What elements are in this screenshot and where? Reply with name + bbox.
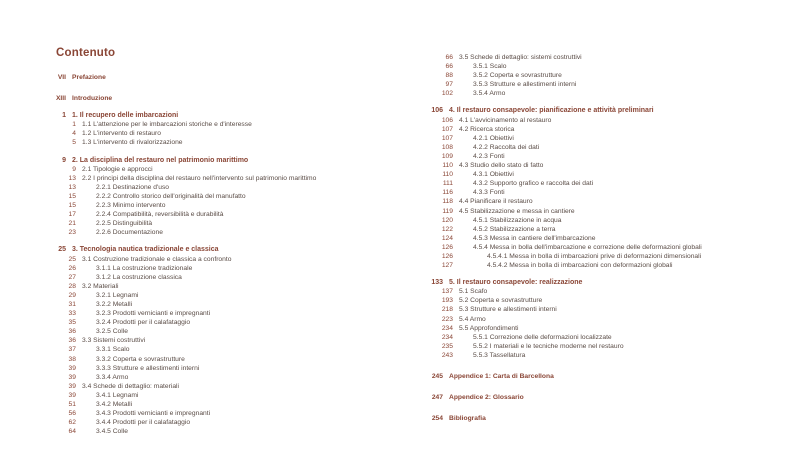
- toc-page-number: 1: [62, 112, 66, 120]
- toc-entry: [40, 355, 412, 364]
- toc-page-number: 27: [68, 273, 76, 281]
- toc-entry: [40, 183, 412, 192]
- toc-entry: [40, 364, 412, 373]
- toc-entry: [40, 138, 412, 147]
- toc-entry-label: 3.2.3 Prodotti vernicianti e impregnanti: [96, 310, 211, 318]
- toc-entry-label: 1.3 L'intervento di rivalorizzazione: [82, 139, 183, 147]
- toc-entry: [417, 161, 789, 170]
- toc-page-number: 64: [68, 428, 76, 436]
- toc-entry: [417, 62, 789, 71]
- toc-entry: [417, 125, 789, 134]
- toc-page-number: 234: [441, 324, 453, 332]
- toc-entry-label: 3.4.4 Prodotti per il calafataggio: [96, 419, 191, 427]
- toc-page-number: 9: [62, 156, 66, 164]
- toc-entry: [417, 106, 789, 115]
- toc-page-number: 218: [441, 306, 453, 314]
- toc-entry-label: 3.3.4 Armo: [96, 373, 129, 381]
- toc-entry-label: 5.1 Scafo: [459, 288, 488, 296]
- toc-entry-label: 4.5.4.1 Messa in bolla di imbarcazioni prive di deformazioni dimensionali: [487, 252, 702, 260]
- toc-entry-label: 3.1.2 La costruzione classica: [96, 273, 182, 281]
- toc-entry: [40, 165, 412, 174]
- toc-page-number: 39: [68, 382, 76, 390]
- toc-entry: [417, 179, 789, 188]
- toc-entry: [417, 351, 789, 360]
- toc-entry-label: 3.5.1 Scalo: [473, 63, 507, 71]
- toc-page-number: 120: [441, 216, 453, 224]
- toc-page-number: 36: [68, 337, 76, 345]
- toc-entry: [417, 333, 789, 342]
- toc-entry: [40, 291, 412, 300]
- toc-entry: [40, 111, 412, 120]
- toc-page-number: 234: [441, 333, 453, 341]
- toc-entry-label: 4.5.2 Stabilizzazione a terra: [473, 225, 556, 233]
- toc-entry-label: Appendice 2: Glossario: [449, 394, 524, 402]
- toc-page-number: 37: [68, 346, 76, 354]
- toc-page-number: 66: [445, 63, 453, 71]
- toc-page-number: 29: [68, 291, 76, 299]
- toc-entry: [417, 414, 789, 423]
- toc-entry-label: 4.2.2 Raccolta dei dati: [473, 143, 540, 151]
- toc-entry-label: 1. Il recupero delle imbarcazioni: [72, 112, 179, 120]
- toc-entry-label: 5. Il restauro consapevole: realizzazione: [449, 279, 583, 287]
- toc-page-number: 35: [68, 319, 76, 327]
- toc-entry-label: 4.4 Pianificare il restauro: [459, 198, 533, 206]
- toc-page-number: 25: [58, 246, 66, 254]
- toc-entry: [40, 94, 412, 103]
- toc-entry: [40, 391, 412, 400]
- toc-page-number: 102: [441, 90, 453, 98]
- toc-entry-label: 3.4.1 Legnami: [96, 391, 139, 399]
- toc-entry: [417, 116, 789, 125]
- toc-entry: [417, 152, 789, 161]
- toc-entry-label: 3.2 Materiali: [82, 282, 119, 290]
- toc-entry: [40, 382, 412, 391]
- toc-page-number: 106: [431, 107, 443, 115]
- toc-entry: [40, 336, 412, 345]
- toc-entry: [40, 228, 412, 237]
- toc-entry-label: 4.3.3 Fonti: [473, 189, 505, 197]
- toc-entry-label: Introduzione: [72, 95, 113, 103]
- toc-page-number: 111: [442, 180, 453, 188]
- toc-entry: [40, 245, 412, 254]
- toc-page-number: 66: [445, 54, 453, 61]
- toc-entry-label: 1.1 L'attenzione per le imbarcazioni storiche e d'interesse: [82, 121, 252, 129]
- toc-entry-label: 4.3.1 Obiettivi: [473, 171, 514, 179]
- toc-entry-label: 2.1 Tipologie e approcci: [82, 165, 153, 173]
- toc-page-number: 133: [431, 279, 443, 287]
- toc-entry: [40, 120, 412, 129]
- toc-entry: [417, 278, 789, 287]
- toc-entry: [417, 80, 789, 89]
- toc-entry-label: 4.2 Ricerca storica: [459, 125, 515, 133]
- toc-page-number: 223: [441, 315, 453, 323]
- toc-entry-label: 2.2 I principi della disciplina del restauro nell'intervento sul patrimonio marittimo: [82, 174, 317, 182]
- toc-page-number: 193: [441, 297, 453, 305]
- toc-page-number: 23: [68, 229, 76, 237]
- toc-column-right: [417, 53, 789, 423]
- toc-entry: [40, 255, 412, 264]
- toc-entry-label: 5.3 Strutture e allestimenti interni: [459, 306, 557, 314]
- toc-entry: [40, 192, 412, 201]
- toc-entry: [417, 296, 789, 305]
- toc-page-number: 88: [445, 72, 453, 80]
- toc-page-number: 122: [441, 225, 453, 233]
- toc-page-number: 126: [441, 243, 453, 251]
- toc-entry-label: 1.2 L'intervento di restauro: [82, 130, 161, 138]
- toc-page-number: 108: [441, 143, 453, 151]
- toc-entry: [40, 282, 412, 291]
- toc-entry-label: 2.2.2 Controllo storico dell'originalità del manufatto: [96, 192, 246, 200]
- toc-entry: [40, 73, 412, 82]
- toc-entry-label: 4.3.2 Supporto grafico e raccolta dei dati: [473, 180, 594, 188]
- toc-page-number: 15: [68, 192, 76, 200]
- toc-page-number: 39: [68, 364, 76, 372]
- toc-page-number: 13: [68, 174, 76, 182]
- toc-page-number: 245: [431, 373, 443, 380]
- toc-entry-label: 4.5.3 Messa in cantiere dell'imbarcazione: [473, 234, 596, 242]
- toc-entry-label: 4.5.1 Stabilizzazione in acqua: [473, 216, 562, 224]
- toc-page-number: 243: [441, 351, 453, 359]
- toc-page-number: 137: [441, 288, 453, 296]
- toc-entry: [417, 225, 789, 234]
- toc-entry: [40, 201, 412, 210]
- toc-entry: [40, 409, 412, 418]
- toc-entry-label: 5.5.2 I materiali e le tecniche moderne nel restauro: [473, 342, 624, 350]
- toc-entry: [40, 373, 412, 382]
- toc-entry-label: 3.5 Schede di dettaglio: sistemi costruttivi: [459, 54, 582, 61]
- toc-entry: [40, 129, 412, 138]
- toc-entry: [417, 252, 789, 261]
- toc-page-number: 17: [68, 211, 76, 219]
- toc-page-number: 26: [68, 264, 76, 272]
- toc-entry-label: 3.4.3 Prodotti vernicianti e impregnanti: [96, 410, 211, 418]
- toc-entry: [417, 89, 789, 98]
- toc-page-number: 5: [72, 139, 76, 147]
- toc-entry: [417, 305, 789, 314]
- toc-page-number: 107: [441, 125, 453, 133]
- toc-entry-label: 4.2.1 Obiettivi: [473, 134, 514, 142]
- toc-page-number: 118: [442, 198, 453, 206]
- toc-entry: [40, 400, 412, 409]
- toc-entry: [40, 264, 412, 273]
- toc-entry: [417, 261, 789, 270]
- toc-entry: [417, 315, 789, 324]
- toc-page-number: 62: [68, 419, 76, 427]
- toc-page-number: 97: [445, 81, 453, 89]
- toc-entry-label: 4.1 L'avvicinamento al restauro: [459, 116, 552, 124]
- toc-entry-label: 3.3.2 Coperta e sovrastrutture: [96, 355, 185, 363]
- page-title: Contenuto: [56, 47, 116, 59]
- toc-page-number: 51: [68, 401, 76, 408]
- toc-entry: [417, 53, 789, 62]
- toc-entry: [417, 216, 789, 225]
- toc-page-number: 235: [441, 342, 453, 350]
- toc-entry-label: 2.2.3 Minimo intervento: [96, 202, 166, 210]
- toc-entry: [417, 234, 789, 243]
- toc-entry: [417, 324, 789, 333]
- toc-entry-label: 3.2.5 Colle: [96, 328, 128, 336]
- toc-entry-label: 5.5 Approfondimenti: [459, 324, 519, 332]
- toc-entry-label: 4.2.3 Fonti: [473, 152, 505, 160]
- toc-entry: [417, 243, 789, 252]
- toc-entry: [417, 287, 789, 296]
- toc-entry-label: 3.5.3 Strutture e allestimenti interni: [473, 81, 577, 89]
- toc-entry-label: 5.5.3 Tassellatura: [473, 351, 526, 359]
- toc-entry: [40, 345, 412, 354]
- toc-entry-label: 5.4 Armo: [459, 315, 486, 323]
- toc-entry: [40, 309, 412, 318]
- toc-entry-label: 2.2.4 Compatibilità, reversibilità e durabilità: [96, 211, 224, 219]
- toc-page-number: 36: [68, 328, 76, 336]
- toc-page-number: 247: [431, 394, 443, 402]
- toc-entry: [417, 71, 789, 80]
- toc-page-number: 106: [441, 116, 453, 124]
- toc-entry: [40, 273, 412, 282]
- toc-entry-label: 3.1 Costruzione tradizionale e classica a confronto: [82, 255, 232, 263]
- toc-entry-label: 4.5 Stabilizzazione e messa in cantiere: [459, 207, 575, 215]
- toc-entry-label: 2.2.6 Documentazione: [96, 229, 163, 237]
- toc-page-number: 116: [442, 189, 453, 197]
- toc-entry-label: 5.2 Coperta e sovrastrutture: [459, 297, 543, 305]
- toc-entry-label: 3.4 Schede di dettaglio: materiali: [82, 382, 180, 390]
- toc-entry: [40, 300, 412, 309]
- toc-entry: [417, 188, 789, 197]
- toc-entry-label: 2.2.5 Distinguibilità: [96, 220, 153, 228]
- toc-entry-label: 3.5.2 Coperta e sovrastrutture: [473, 72, 562, 80]
- toc-page-number: 28: [68, 282, 76, 290]
- toc-entry: [417, 207, 789, 216]
- toc-entry: [417, 134, 789, 143]
- toc-entry-label: 4.5.4.2 Messa in bolla di imbarcazioni con deformazioni globali: [487, 262, 673, 270]
- toc-entry: [40, 318, 412, 327]
- toc-entry: [40, 418, 412, 427]
- toc-page-number: 56: [68, 410, 76, 418]
- toc-page-number: 25: [68, 255, 76, 263]
- toc-entry: [417, 372, 789, 381]
- toc-entry: [417, 197, 789, 206]
- toc-page-number: 4: [72, 130, 76, 138]
- toc-entry-label: Appendice 1: Carta di Barcellona: [449, 373, 554, 380]
- toc-entry: [40, 156, 412, 165]
- toc-page-number: 254: [431, 415, 443, 423]
- toc-entry-label: 3.4.2 Metalli: [96, 401, 133, 408]
- toc-entry-label: Bibliografia: [449, 415, 486, 423]
- toc-entry: [417, 170, 789, 179]
- toc-entry: [417, 342, 789, 351]
- toc-page-number: 39: [68, 391, 76, 399]
- toc-entry-label: 5.5.1 Correzione delle deformazioni localizzate: [473, 333, 612, 341]
- toc-entry-label: 3.3.1 Scalo: [96, 346, 130, 354]
- toc-entry: [40, 427, 412, 436]
- toc-entry: [40, 210, 412, 219]
- toc-entry-label: 3.3.3 Strutture e allestimenti interni: [96, 364, 200, 372]
- toc-page-number: 1: [72, 121, 76, 129]
- toc-page-number: 31: [68, 300, 76, 308]
- toc-column-left: [40, 69, 412, 436]
- toc-page-number: 127: [441, 262, 453, 270]
- toc-page-number: 21: [68, 220, 76, 228]
- toc-entry: [417, 143, 789, 152]
- toc-page-number: XIII: [55, 95, 66, 103]
- toc-entry-label: 3. Tecnologia nautica tradizionale e classica: [72, 246, 219, 254]
- toc-page-number: VII: [57, 74, 66, 81]
- toc-entry-label: 4.3 Studio dello stato di fatto: [459, 162, 544, 170]
- toc-entry-label: 3.2.1 Legnami: [96, 291, 139, 299]
- toc-entry-label: 3.2.2 Metalli: [96, 300, 133, 308]
- toc-entry-label: 3.5.4 Armo: [473, 90, 506, 98]
- toc-entry-label: 3.2.4 Prodotti per il calafataggio: [96, 319, 191, 327]
- toc-page-number: 109: [441, 152, 453, 160]
- toc-page-number: 110: [442, 171, 453, 179]
- toc-entry-label: 2.2.1 Destinazione d'uso: [96, 183, 170, 191]
- toc-entry: [417, 393, 789, 402]
- toc-page-number: 38: [68, 355, 76, 363]
- toc-entry-label: Prefazione: [72, 74, 106, 81]
- toc-entry-label: 3.4.5 Colle: [96, 428, 128, 436]
- toc-entry: [40, 174, 412, 183]
- toc-page-number: 33: [68, 310, 76, 318]
- toc-page-number: 13: [68, 183, 76, 191]
- toc-entry-label: 3.1.1 La costruzione tradizionale: [96, 264, 193, 272]
- toc-page-number: 126: [441, 252, 453, 260]
- toc-entry-label: 4. Il restauro consapevole: pianificazione e attività preliminari: [449, 107, 654, 115]
- toc-page-number: 39: [68, 373, 76, 381]
- toc-page-number: 15: [68, 202, 76, 210]
- toc-page-number: 9: [72, 165, 76, 173]
- toc-page-number: 119: [442, 207, 453, 215]
- toc-page-number: 110: [442, 162, 453, 170]
- toc-entry: [40, 327, 412, 336]
- toc-page-number: 107: [441, 134, 453, 142]
- toc-entry: [40, 219, 412, 228]
- toc-page-number: 124: [441, 234, 453, 242]
- toc-entry-label: 3.3 Sistemi costruttivi: [82, 337, 146, 345]
- toc-entry-label: 4.5.4 Messa in bolla dell'imbarcazione e correzione delle deformazioni globali: [473, 243, 702, 251]
- toc-entry-label: 2. La disciplina del restauro nel patrimonio marittimo: [72, 156, 249, 164]
